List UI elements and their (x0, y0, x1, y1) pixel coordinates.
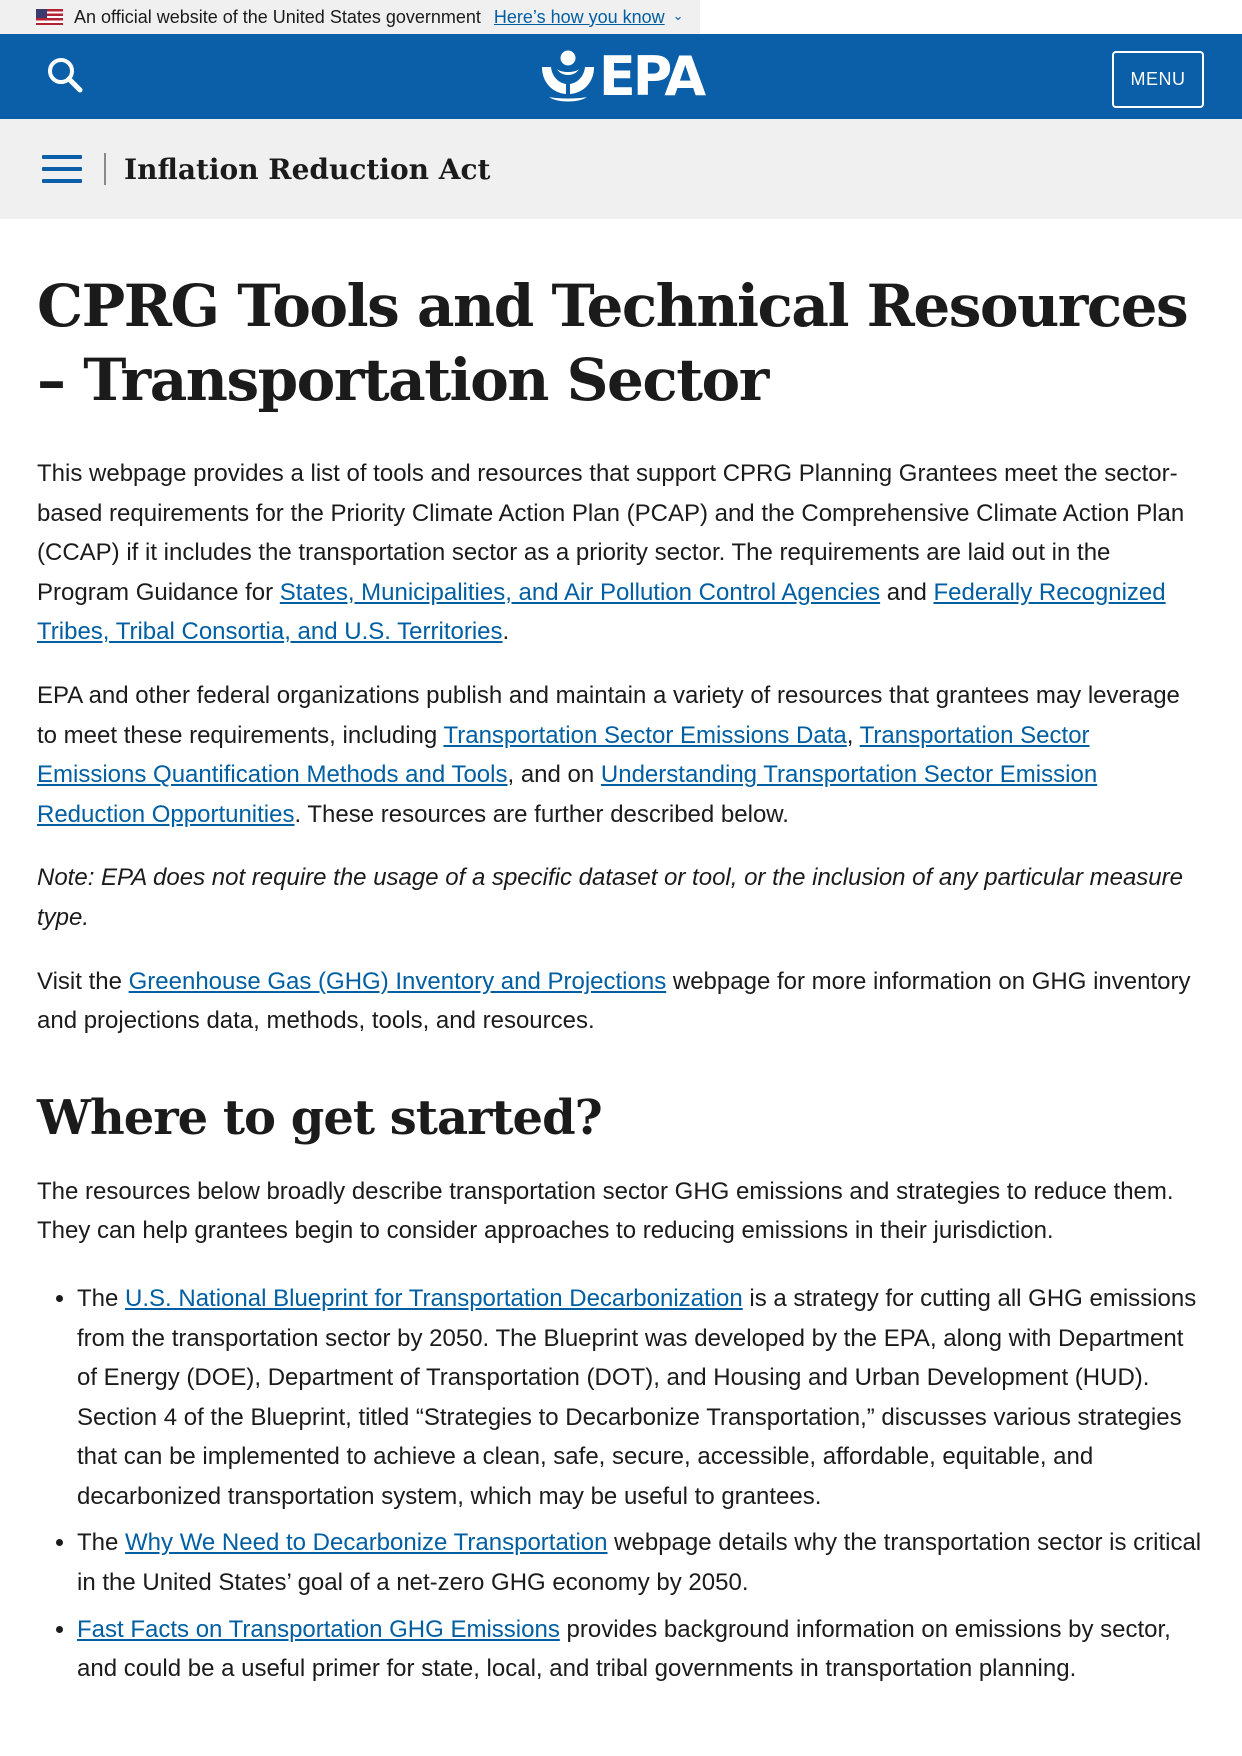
main-content (0, 269, 1242, 1689)
states-guidance-link[interactable]: States, Municipalities, and Air Pollution Control Agencies (279, 578, 881, 606)
search-icon[interactable] (46, 56, 86, 96)
section-title-link[interactable]: Inflation Reduction Act (124, 152, 491, 186)
section-heading: Where to get started? (37, 1089, 602, 1146)
list-item: • The Why We Need to Decarbonize Transportation webpage details why the transportation sector is critical in the United States’ goal of a net-zero GHG economy by 2050. (77, 1523, 1205, 1602)
section-bar (0, 119, 1242, 219)
logo-text: EPA (598, 45, 704, 108)
heres-how-you-know-link[interactable]: Here’s how you know (493, 6, 665, 27)
note-paragraph: Note: EPA does not require the usage of a specific dataset or tool, or the inclusion of any particular measure type. (37, 864, 1183, 931)
list-item: • Fast Facts on Transportation GHG Emissions provides background information on emissions by sector, and could be a useful primer for state, local, and tribal governments in transportation planning. (77, 1610, 1205, 1689)
chevron-down-icon[interactable]: ⌄ (672, 8, 684, 23)
visit-paragraph: Visit the Greenhouse Gas (GHG) Inventory and Projections webpage for more information on GHG inventory and projections data, methods, tools, and resources. (37, 967, 1191, 1035)
menu-button[interactable]: MENU (1112, 51, 1204, 108)
epa-logo[interactable] (539, 45, 703, 108)
site-header (0, 34, 1242, 119)
gov-banner (0, 0, 700, 34)
section-intro: The resources below broadly describe transportation sector GHG emissions and strategies to reduce them. They can help grantees begin to consider approaches to reducing emissions in their jurisdiction. (37, 1177, 1174, 1245)
fast-facts-link[interactable]: Fast Facts on Transportation GHG Emissions (77, 1615, 560, 1643)
us-flag-icon (36, 9, 63, 25)
divider (104, 153, 106, 185)
why-decarbonize-link[interactable]: Why We Need to Decarbonize Transportation (125, 1529, 608, 1557)
quantification-methods-link[interactable]: Transportation Sector Emissions Quantification Methods and Tools (37, 721, 1090, 789)
hamburger-menu-icon[interactable] (42, 155, 82, 183)
reduction-opportunities-link[interactable]: Understanding Transportation Sector Emission Reduction Opportunities (37, 761, 1098, 828)
blueprint-link[interactable]: U.S. National Blueprint for Transportation Decarbonization (125, 1284, 743, 1312)
resource-list (37, 1279, 1205, 1689)
page-title: CPRG Tools and Technical Resources – Transportation Sector (37, 272, 1188, 414)
epa-flower-icon (539, 49, 597, 105)
tribes-guidance-link[interactable]: Federally Recognized Tribes, Tribal Consortia, and U.S. Territories (37, 578, 1166, 646)
resources-paragraph: EPA and other federal organizations publish and maintain a variety of resources that grantees may leverage to meet these requirements, including Transportation Sector Emissions Data, Transportation Sector Emissions Quantification Methods and Tools, and on Understanding Transportation Sector Emission Reduction Opportunities. These resources are further described below. (37, 681, 1180, 828)
emissions-data-link[interactable]: Transportation Sector Emissions Data (443, 721, 847, 749)
gov-banner-text: An official website of the United States government (74, 6, 481, 27)
intro-paragraph: This webpage provides a list of tools and resources that support CPRG Planning Grantees meet the sector-based requirements for the Priority Climate Action Plan (PCAP) and the Comprehensive Climate Action Plan (CCAP) if it includes the transportation sector as a priority sector. The requirements are laid out in the Program Guidance for States, Municipalities, and Air Pollution Control Agencies and Federally Recognized Tribes, Tribal Consortia, and U.S. Territories. (37, 460, 1185, 646)
list-item: • The U.S. National Blueprint for Transportation Decarbonization is a strategy for cutting all GHG emissions from the transportation sector by 2050. The Blueprint was developed by the EPA, along with Department of Energy (DOE), Department of Transportation (DOT), and Housing and Urban Development (HUD). Section 4 of the Blueprint, titled “Strategies to Decarbonize Transportation,” discusses various strategies that can be implemented to achieve a clean, safe, secure, accessible, affordable, equitable, and decarbonized transportation system, which may be useful to grantees. (77, 1279, 1205, 1517)
ghg-inventory-link[interactable]: Greenhouse Gas (GHG) Inventory and Projections (128, 967, 667, 995)
